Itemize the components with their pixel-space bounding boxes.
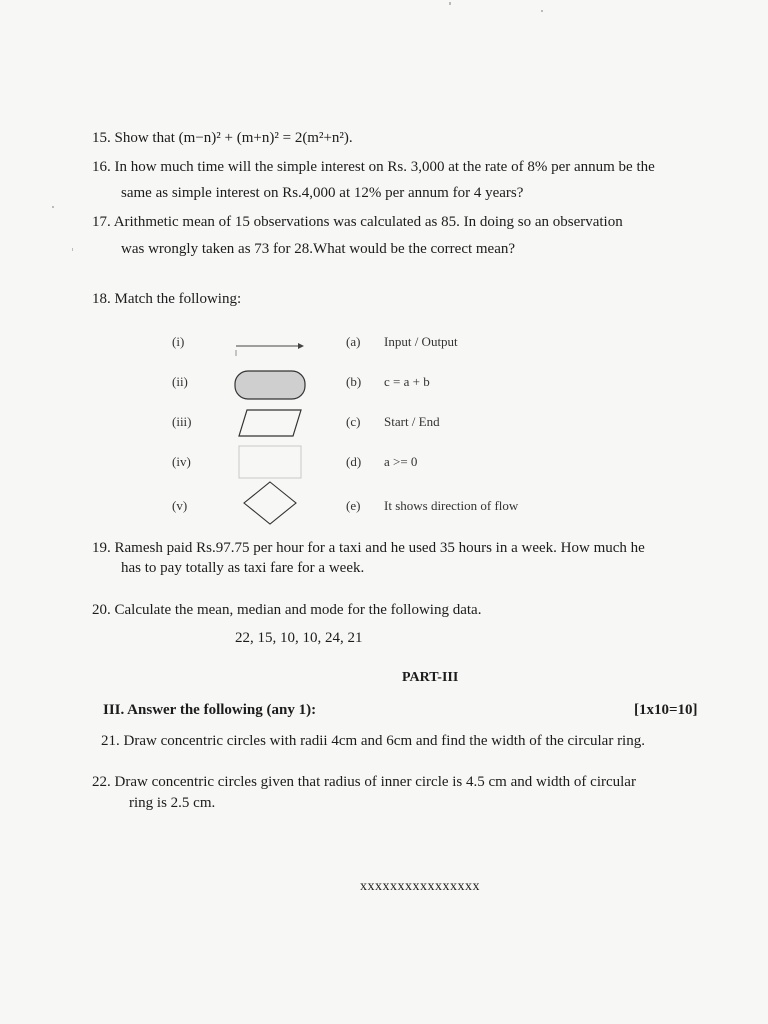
match-letter: (a) <box>346 334 361 349</box>
question-number: 20. <box>92 602 111 618</box>
scan-speck <box>541 10 543 12</box>
scan-speck <box>449 2 451 5</box>
question-20 <box>92 596 481 624</box>
question-17-line2: was wrongly taken as 73 for 28.What would be the correct mean? <box>121 241 516 257</box>
question-21 <box>101 727 645 755</box>
match-roman: (v) <box>172 498 188 513</box>
question-number: 16. <box>92 159 111 175</box>
section-instruction: III. Answer the following (any 1): <box>103 702 317 718</box>
match-row-3 <box>0 414 768 454</box>
question-text-line1: In how much time will the simple interest on Rs. 3,000 at the rate of 8% per annum be the <box>114 159 655 175</box>
question-16-line2: same as simple interest on Rs.4,000 at 12% per annum for 4 years? <box>121 185 524 201</box>
part-title: PART-III <box>402 670 459 685</box>
match-answer: Input / Output <box>384 334 458 349</box>
question-number: 21. <box>101 733 120 749</box>
rectangle-icon <box>237 444 303 480</box>
question-number: 15. <box>92 130 111 146</box>
question-19 <box>92 534 645 562</box>
question-text: Match the following: <box>114 291 242 307</box>
section-marks: [1x10=10] <box>634 702 698 718</box>
scan-speck <box>72 248 73 251</box>
match-letter: (b) <box>346 374 362 389</box>
match-roman: (iv) <box>172 454 191 469</box>
match-letter: (e) <box>346 498 361 513</box>
question-number: 18. <box>92 291 111 307</box>
match-row-5 <box>0 498 768 538</box>
match-answer: c = a + b <box>384 374 430 389</box>
end-mark: xxxxxxxxxxxxxxxx <box>360 879 480 894</box>
rounded-rect-icon <box>233 368 307 402</box>
question-text-line1: Calculate the mean, median and mode for the following data. <box>114 602 482 618</box>
question-text-line1: Arithmetic mean of 15 observations was calculated as 85. In doing so an observation <box>113 214 623 230</box>
match-letter: (c) <box>346 414 361 429</box>
question-text: Show that (m−n)² + (m+n)² = 2(m²+n²). <box>114 130 353 146</box>
question-18 <box>92 285 241 313</box>
match-roman: (iii) <box>172 414 192 429</box>
question-text-line1: Ramesh paid Rs.97.75 per hour for a taxi and he used 35 hours in a week. How much he <box>114 540 645 556</box>
match-letter: (d) <box>346 454 362 469</box>
match-row-2 <box>0 374 768 414</box>
question-17 <box>92 208 623 236</box>
diamond-icon <box>242 480 298 526</box>
match-answer: a >= 0 <box>384 454 418 469</box>
question-20-data: 22, 15, 10, 10, 24, 21 <box>235 630 363 646</box>
match-row-4 <box>0 454 768 494</box>
question-19-line2: has to pay totally as taxi fare for a week. <box>121 560 365 576</box>
question-16 <box>92 153 655 181</box>
match-row-1 <box>0 334 768 374</box>
question-number: 19. <box>92 540 111 556</box>
scan-speck <box>52 206 54 208</box>
question-number: 17. <box>92 214 111 230</box>
question-22 <box>92 768 636 796</box>
question-number: 22. <box>92 774 111 790</box>
match-roman: (i) <box>172 334 185 349</box>
match-answer: It shows direction of flow <box>384 498 519 513</box>
match-answer: Start / End <box>384 414 440 429</box>
question-text-line1: Draw concentric circles given that radius of inner circle is 4.5 cm and width of circular <box>114 774 636 790</box>
question-text: Draw concentric circles with radii 4cm and 6cm and find the width of the circular ring. <box>123 733 645 749</box>
parallelogram-icon <box>237 408 303 438</box>
arrow-icon <box>234 336 306 360</box>
match-roman: (ii) <box>172 374 188 389</box>
question-22-line2: ring is 2.5 cm. <box>129 795 216 811</box>
question-15 <box>92 124 353 152</box>
